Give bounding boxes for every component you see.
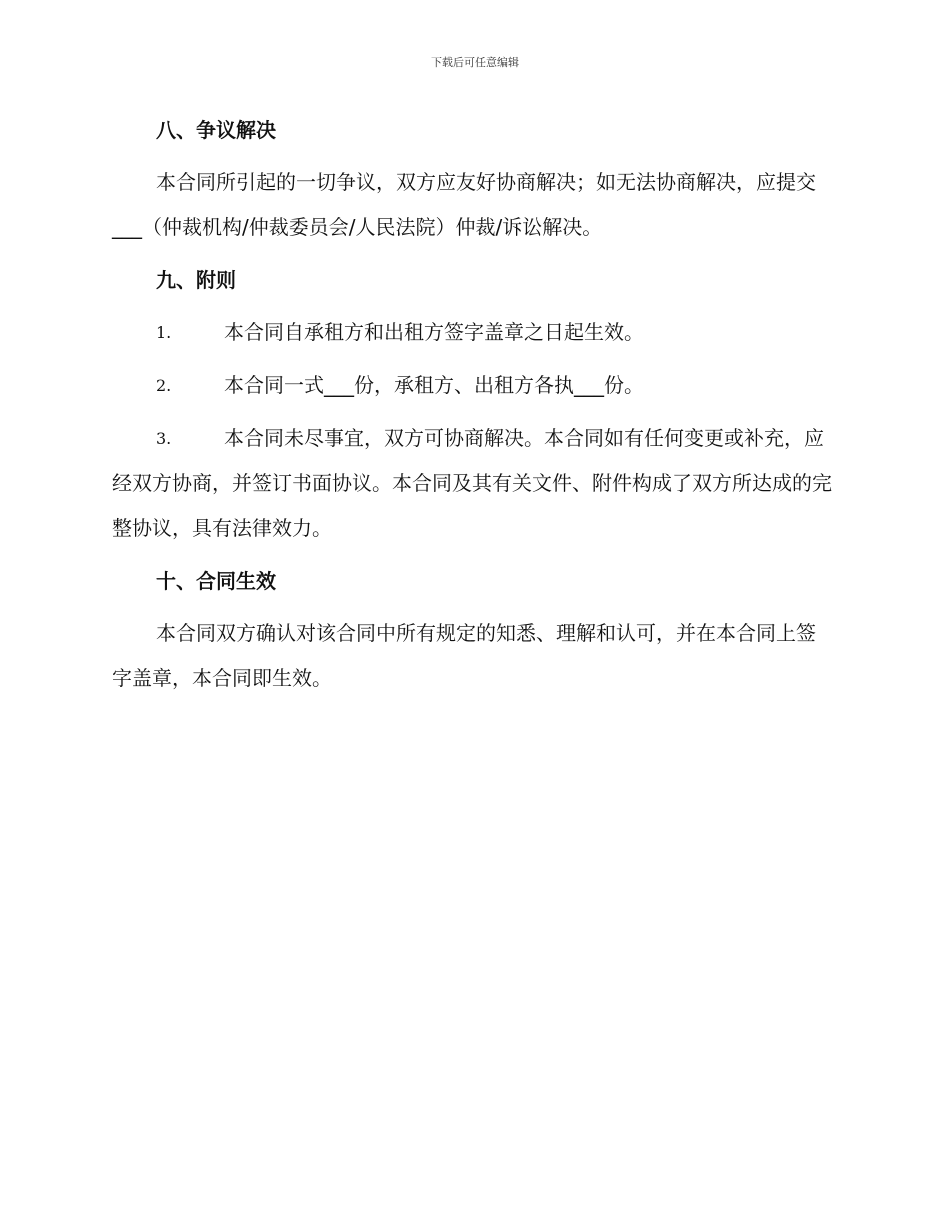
list-item-number: 1. [156, 323, 172, 342]
list-item-text: 本合同一式___份，承租方、出租方各执___份。 [224, 373, 644, 397]
document-body [112, 108, 834, 709]
dispute-resolution-paragraph: 本合同所引起的一切争议，双方应友好协商解决；如无法协商解决，应提交___（仲裁机构/仲裁委员会/人民法院）仲裁/诉讼解决。 [112, 170, 816, 239]
contract-effectiveness-paragraph: 本合同双方确认对该合同中所有规定的知悉、理解和认可，并在本合同上签字盖章，本合同即生效。 [112, 621, 816, 690]
list-item [112, 416, 834, 551]
section-heading-supplementary-provisions: 九、附则 [156, 268, 236, 292]
section-heading-contract-effectiveness: 十、合同生效 [156, 569, 276, 593]
page-header-note: 下载后可任意编辑 [431, 56, 519, 69]
list-item-number: 2. [156, 376, 172, 395]
section-heading-dispute-resolution: 八、争议解决 [156, 118, 276, 142]
list-item [112, 363, 834, 408]
list-item-number: 3. [156, 429, 172, 448]
list-item [112, 310, 834, 355]
list-item-text: 本合同未尽事宜，双方可协商解决。本合同如有任何变更或补充，应经双方协商，并签订书面协议。本合同及其有关文件、附件构成了双方所达成的完整协议，具有法律效力。 [112, 426, 832, 540]
list-item-text: 本合同自承租方和出租方签字盖章之日起生效。 [224, 320, 644, 344]
